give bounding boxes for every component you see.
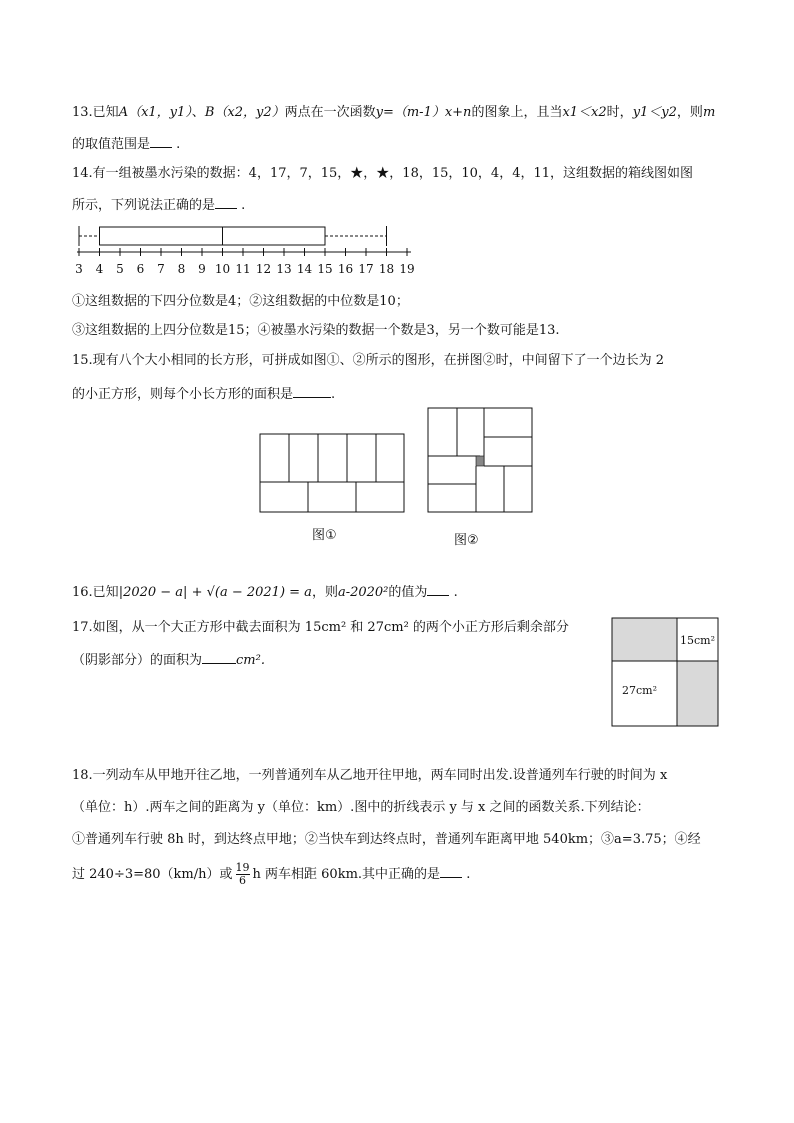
tick-label: 3 (75, 262, 83, 276)
q18-line4-text-b: h 两车相距 60km.其中正确的是 (252, 867, 441, 882)
q13-variable: m (702, 105, 716, 120)
q13-condition-1: x1＜x2 (562, 105, 607, 120)
q13-point-b: B（x2，y2） (204, 105, 285, 120)
q15-line2-text: 的小正方形，则每个小长方形的面积是 (72, 387, 294, 402)
q18-fraction (236, 862, 250, 887)
q17-line2 (72, 650, 265, 670)
boxplot-box (100, 227, 326, 245)
tick-label: 4 (95, 262, 104, 276)
q13-condition-2: y1＜y2 (632, 105, 677, 120)
q14-line1: 14.有一组被墨水污染的数据：4，17，7，15，★，★，18，15，10，4，4，11，这组数据的箱线图如图 (72, 166, 694, 181)
q16-suffix: 的值为 (388, 585, 428, 600)
tick-label: 7 (157, 262, 165, 276)
q15-figure-2 (427, 407, 535, 515)
tick-label: 10 (214, 262, 231, 276)
q18-line4-text-a: 过 240÷3=80（km/h）或 (72, 867, 233, 882)
tick-label: 19 (399, 262, 415, 276)
q18-line1: 18.一列动车从甲地开往乙地，一列普通列车从乙地开往甲地，两车同时出发.设普通列车行驶的时间为 x (72, 768, 668, 783)
q13-line1: 13.已知A（x1，y1）、B（x2，y2）两点在一次函数y=（m-1）x+n的图象上，且当x1＜x2时，y1＜y2，则m (72, 105, 716, 120)
q16-expression: |2020 − a| + √(a − 2021) = a (118, 585, 312, 600)
q17-answer-blank[interactable] (202, 650, 236, 664)
q13-text-d: 时， (606, 105, 633, 120)
tick-label: 18 (378, 262, 395, 276)
tick-label: 8 (177, 262, 186, 276)
tick-label: 15 (317, 262, 333, 276)
q18-line4 (72, 862, 470, 887)
tick-label: 14 (296, 262, 313, 276)
q17-line2-end: cm². (236, 653, 265, 668)
q15-line2-end: . (331, 387, 336, 402)
q15-figure-2-caption: 图② (454, 533, 479, 548)
q14-options-line2: ③这组数据的上四分位数是15；④被墨水污染的数据一个数是3，另一个数可能是13. (72, 323, 560, 338)
tick-label: 13 (276, 262, 292, 276)
q17-line2-text: （阴影部分）的面积为 (72, 653, 203, 668)
q13-line2-end: . (176, 137, 181, 152)
q14-line2-end: . (241, 198, 246, 213)
q13-point-a: A（x1，y1） (118, 105, 192, 120)
q15-answer-blank[interactable] (293, 384, 331, 398)
q16-answer-blank[interactable] (427, 582, 449, 596)
q13-text-a: 13.已知 (72, 105, 119, 120)
q18-line2: （单位：h）.两车之间的距离为 y（单位：km）.图中的折线表示 y 与 x 之间的函数关系.下列结论： (72, 800, 650, 815)
q13-line2 (72, 134, 180, 154)
tick-label: 9 (198, 262, 206, 276)
q18-line3: ①普通列车行驶 8h 时，到达终点甲地；②当快车到达终点时，普通列车距离甲地 540km；③a=3.75；④经 (72, 832, 701, 847)
q14-options-line1: ①这组数据的下四分位数是4；②这组数据的中位数是10； (72, 294, 409, 309)
q16-target: a-2020² (337, 585, 389, 600)
q15-figure-1 (259, 433, 407, 515)
q16-end: . (453, 585, 458, 600)
q17-line1: 17.如图，从一个大正方形中截去面积为 15cm² 和 27cm² 的两个小正方形后剩余部分 (72, 620, 569, 635)
tick-label: 6 (136, 262, 145, 276)
q17-label-15: 15cm² (680, 634, 715, 647)
q14-line2-text: 所示，下列说法正确的是 (72, 198, 216, 213)
tick-label: 11 (235, 262, 251, 276)
q16-prefix: 16.已知 (72, 585, 119, 600)
q14-line2 (72, 195, 245, 215)
q16-line (72, 582, 458, 602)
q14-boxplot (60, 215, 440, 285)
q16-mid: ，则 (311, 585, 338, 600)
tick-label: 17 (358, 262, 374, 276)
q13-line2-text: 的取值范围是 (72, 137, 151, 152)
q13-text-e: ，则 (676, 105, 703, 120)
q18-line4-end: . (466, 867, 471, 882)
q18-fraction-denominator: 6 (239, 874, 247, 887)
tick-label: 5 (116, 262, 124, 276)
tick-label: 16 (337, 262, 354, 276)
boxplot-tick-labels (75, 262, 414, 276)
q13-text-b: 两点在一次函数 (284, 105, 376, 120)
q17-label-27: 27cm² (622, 684, 657, 697)
q15-line2 (72, 384, 335, 404)
q18-answer-blank[interactable] (440, 864, 462, 878)
tick-label: 12 (255, 262, 272, 276)
q18-fraction-numerator: 19 (235, 861, 250, 874)
q13-function: y=（m-1）x+n (375, 105, 472, 120)
q14-answer-blank[interactable] (215, 195, 237, 209)
q15-figure-1-caption: 图① (312, 528, 337, 543)
q15-line1: 15.现有八个大小相同的长方形，可拼成如图①、②所示的图形，在拼图②时，中间留下了一个边长为 2 (72, 353, 665, 368)
q13-text-c: 的图象上，且当 (471, 105, 563, 120)
q13-answer-blank[interactable] (150, 134, 172, 148)
